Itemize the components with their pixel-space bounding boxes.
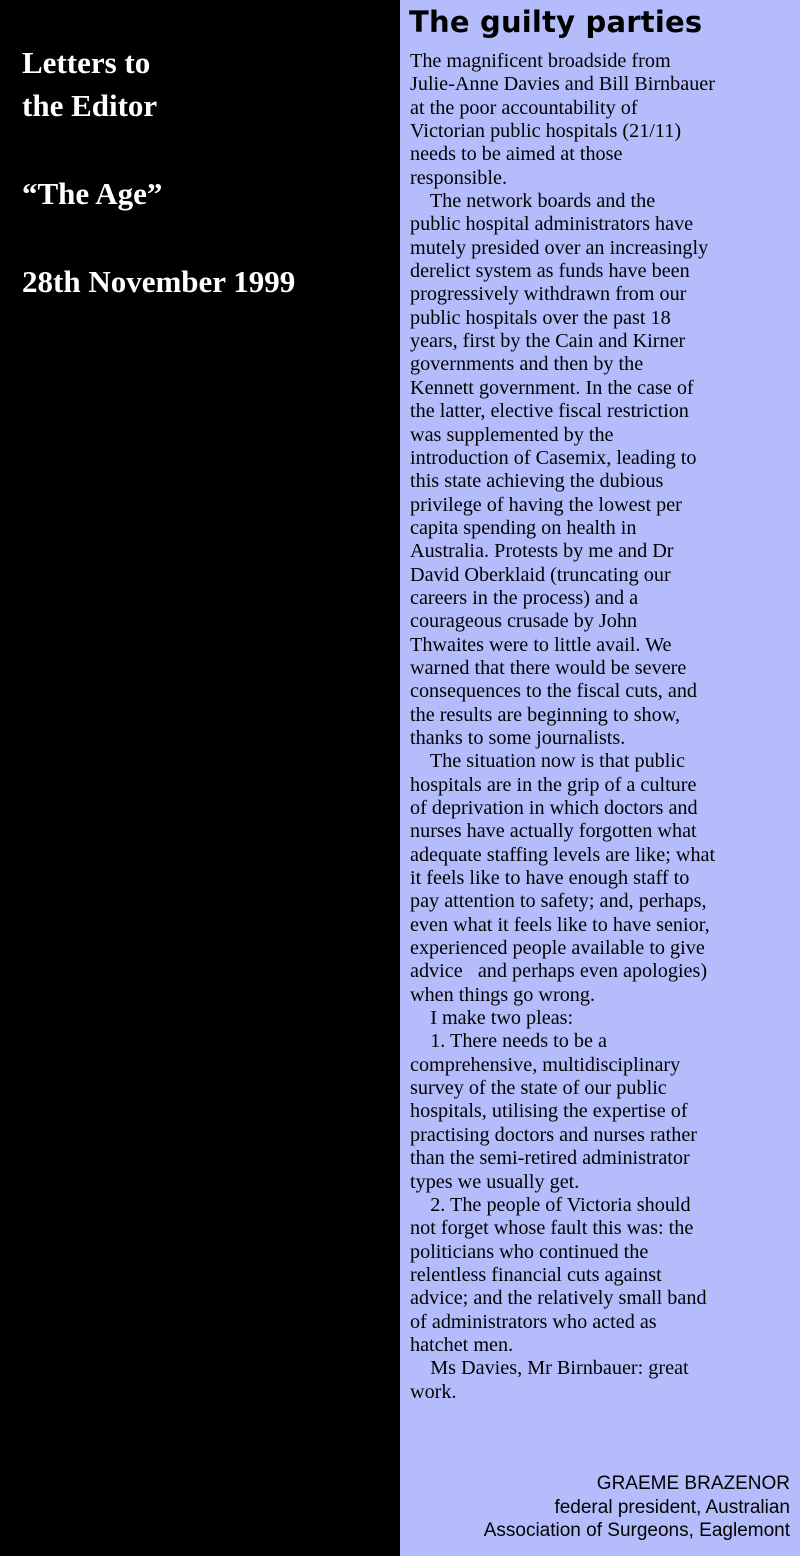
letter-body-line: David Oberklaid (truncating our [410, 563, 671, 586]
letter-body-line: introduction of Casemix, leading to [410, 446, 697, 469]
letter-body-line: 2. The people of Victoria should [410, 1193, 691, 1216]
letter-body-line: Victorian public hospitals (21/11) [410, 120, 682, 143]
letter-body-line: governments and then by the [410, 353, 644, 376]
letter-body-line: years, first by the Cain and Kirner [410, 330, 686, 353]
letter-body-line: it feels like to have enough staff to [410, 867, 690, 890]
letter-body-line: this state achieving the dubious [410, 470, 664, 493]
letter-body-line: pay attention to safety; and, perhaps, [410, 890, 707, 913]
letter-body-line: the latter, elective fiscal restriction [410, 400, 689, 423]
signature-name: GRAEME BRAZENOR [596, 1473, 790, 1494]
letter-body-line: of administrators who acted as [410, 1310, 657, 1333]
letter-body-line: Ms Davies, Mr Birnbauer: great [410, 1357, 689, 1380]
letter-body-line: the results are beginning to show, [410, 703, 681, 726]
letter-body-line: I make two pleas: [410, 1007, 574, 1030]
letter-body-line: thanks to some journalists. [410, 726, 626, 749]
letter-body-line: survey of the state of our public [410, 1077, 667, 1100]
letter-body-line: even what it feels like to have senior, [410, 913, 710, 936]
letter-body-line: advice and perhaps even apologies) [410, 960, 708, 983]
letter-body-line: at the poor accountability of [410, 96, 638, 119]
letter-body-line: mutely presided over an increasingly [410, 236, 709, 259]
letter-body-line: capita spending on health in [410, 516, 637, 539]
letter-body-line: public hospital administrators have [410, 213, 694, 236]
letter-body-line: warned that there would be severe [410, 656, 687, 679]
letter-headline: The guilty parties [409, 5, 703, 39]
caption-line-editor: the Editor [22, 88, 158, 123]
letter-body-line: than the semi-retired administrator [410, 1147, 690, 1170]
letter-body-line: Australia. Protests by me and Dr [410, 540, 674, 563]
letter-body-line: not forget whose fault this was: the [410, 1217, 694, 1240]
caption-date: 28th November 1999 [22, 264, 296, 299]
signature-title: federal president, Australian [554, 1496, 790, 1518]
letter-body-line: work. [410, 1380, 457, 1403]
letter-body-line: progressively withdrawn from our [410, 283, 687, 306]
letter-body-line: derelict system as funds have been [410, 260, 690, 283]
letter-body-line: 1. There needs to be a [410, 1030, 607, 1053]
letter-body-line: responsible. [410, 166, 507, 189]
caption-publication: “The Age” [22, 176, 163, 211]
letter-body-line: was supplemented by the [410, 423, 614, 446]
letter-body-line: public hospitals over the past 18 [410, 306, 671, 329]
letter-body [410, 50, 798, 1404]
letter-body-line: consequences to the fiscal cuts, and [410, 680, 698, 703]
letter-body-line: experienced people available to give [410, 937, 705, 960]
letter-body-line: advice; and the relatively small band [410, 1287, 707, 1310]
letter-body-line: hospitals are in the grip of a culture [410, 773, 697, 796]
letter-body-line: The magnificent broadside from [410, 50, 671, 72]
letter-clipping [400, 0, 800, 1556]
letter-body-line: types we usually get. [410, 1170, 580, 1193]
letter-body-line: careers in the process) and a [410, 586, 639, 609]
letter-body-line: when things go wrong. [410, 983, 596, 1006]
letter-body-line: The situation now is that public [410, 750, 685, 773]
letter-body-line: hatchet men. [410, 1333, 514, 1356]
signature-location: Association of Surgeons, Eaglemont [483, 1520, 790, 1541]
letter-body-line: practising doctors and nurses rather [410, 1123, 698, 1146]
letter-body-line: needs to be aimed at those [410, 143, 623, 166]
letter-body-line: Julie-Anne Davies and Bill Birnbauer [410, 73, 715, 96]
caption-line-letters: Letters to [22, 45, 151, 80]
letter-body-line: adequate staffing levels are like; what [410, 843, 716, 866]
letter-body-line: Thwaites were to little avail. We [410, 633, 672, 656]
letter-body-line: hospitals, utilising the expertise of [410, 1100, 688, 1123]
letter-body-line: The network boards and the [410, 190, 656, 213]
letter-body-line: nurses have actually forgotten what [410, 820, 697, 843]
letter-body-line: courageous crusade by John [410, 610, 638, 633]
letter-body-line: privilege of having the lowest per [410, 493, 682, 516]
letter-body-line: politicians who continued the [410, 1240, 649, 1263]
letter-body-line: comprehensive, multidisciplinary [410, 1053, 681, 1076]
letter-body-line: Kennett government. In the case of [410, 376, 694, 399]
letter-body-line: of deprivation in which doctors and [410, 797, 698, 819]
letter-signature [484, 1472, 790, 1543]
letter-body-line: relentless financial cuts against [410, 1263, 662, 1286]
